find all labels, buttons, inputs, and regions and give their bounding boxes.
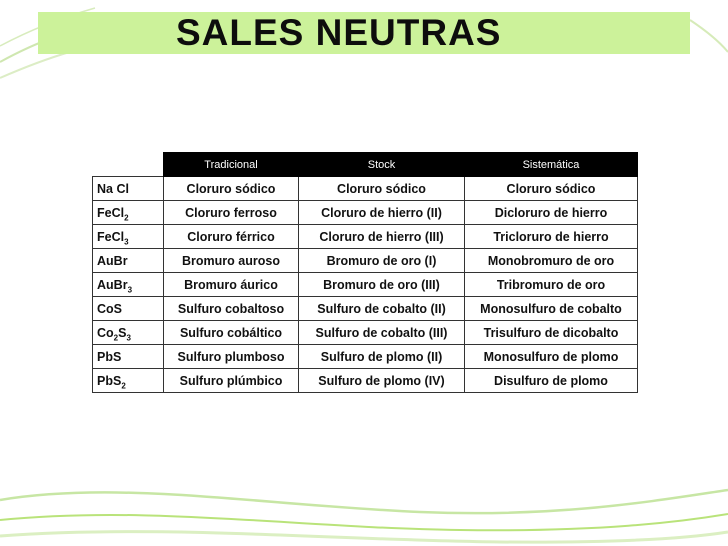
table-body [93,177,638,393]
header-tradicional: Tradicional [164,153,299,177]
formula-cell [93,249,164,273]
header-stock: Stock [299,153,465,177]
sistematica-name: Trisulfuro de dicobalto [465,321,638,345]
formula-base: AuBr [97,277,128,292]
tradicional-name: Sulfuro cobáltico [164,321,299,345]
sistematica-name: Dicloruro de hierro [465,201,638,225]
formula-subscript: 3 [124,237,129,246]
formula-subscript: 2 [124,213,129,222]
table-row [93,321,638,345]
stock-name: Sulfuro de cobalto (III) [299,321,465,345]
header-blank [93,153,164,177]
stock-name: Cloruro de hierro (II) [299,201,465,225]
tradicional-name: Sulfuro cobaltoso [164,297,299,321]
sistematica-name: Tribromuro de oro [465,273,638,297]
formula-element: S [118,325,127,340]
formula-subscript: 2 [113,333,119,342]
tradicional-name: Bromuro áurico [164,273,299,297]
table-row [93,201,638,225]
formula-base: Na Cl [97,181,129,196]
sistematica-name: Tricloruro de hierro [465,225,638,249]
formula-cell [93,345,164,369]
tradicional-name: Cloruro ferroso [164,201,299,225]
stock-name: Sulfuro de plomo (IV) [299,369,465,393]
tradicional-name: Bromuro auroso [164,249,299,273]
sistematica-name: Cloruro sódico [465,177,638,201]
formula-base: Co [97,325,114,340]
stock-name: Cloruro de hierro (III) [299,225,465,249]
table-row [93,297,638,321]
header-sistematica: Sistemática [465,153,638,177]
stock-name: Bromuro de oro (I) [299,249,465,273]
formula-base: AuBr [97,253,128,268]
table-header-row [93,153,638,177]
salts-table [92,152,638,393]
formula-cell [93,225,164,249]
formula-subscript: 3 [126,333,131,342]
formula-base: FeCl [97,229,125,244]
tradicional-name: Cloruro sódico [164,177,299,201]
stock-name: Cloruro sódico [299,177,465,201]
formula-cell [93,321,164,345]
formula-cell [93,177,164,201]
page-title: SALES NEUTRAS [176,12,502,53]
stock-name: Sulfuro de plomo (II) [299,345,465,369]
tradicional-name: Cloruro férrico [164,225,299,249]
formula-cell [93,369,164,393]
table-row [93,273,638,297]
table-row [93,225,638,249]
formula-cell [93,297,164,321]
table-row [93,177,638,201]
formula-base: FeCl [97,205,125,220]
table-row [93,345,638,369]
sistematica-name: Monosulfuro de cobalto [465,297,638,321]
stock-name: Bromuro de oro (III) [299,273,465,297]
formula-cell [93,201,164,225]
table-row [93,369,638,393]
formula-base: PbS [97,373,122,388]
tradicional-name: Sulfuro plumboso [164,345,299,369]
formula-subscript: 3 [127,285,133,294]
table-row [93,249,638,273]
formula-subscript: 2 [121,381,126,390]
sistematica-name: Disulfuro de plomo [465,369,638,393]
formula-cell [93,273,164,297]
tradicional-name: Sulfuro plúmbico [164,369,299,393]
sistematica-name: Monobromuro de oro [465,249,638,273]
formula-base: PbS [97,349,122,364]
formula-base: CoS [97,301,122,316]
stock-name: Sulfuro de cobalto (II) [299,297,465,321]
sistematica-name: Monosulfuro de plomo [465,345,638,369]
